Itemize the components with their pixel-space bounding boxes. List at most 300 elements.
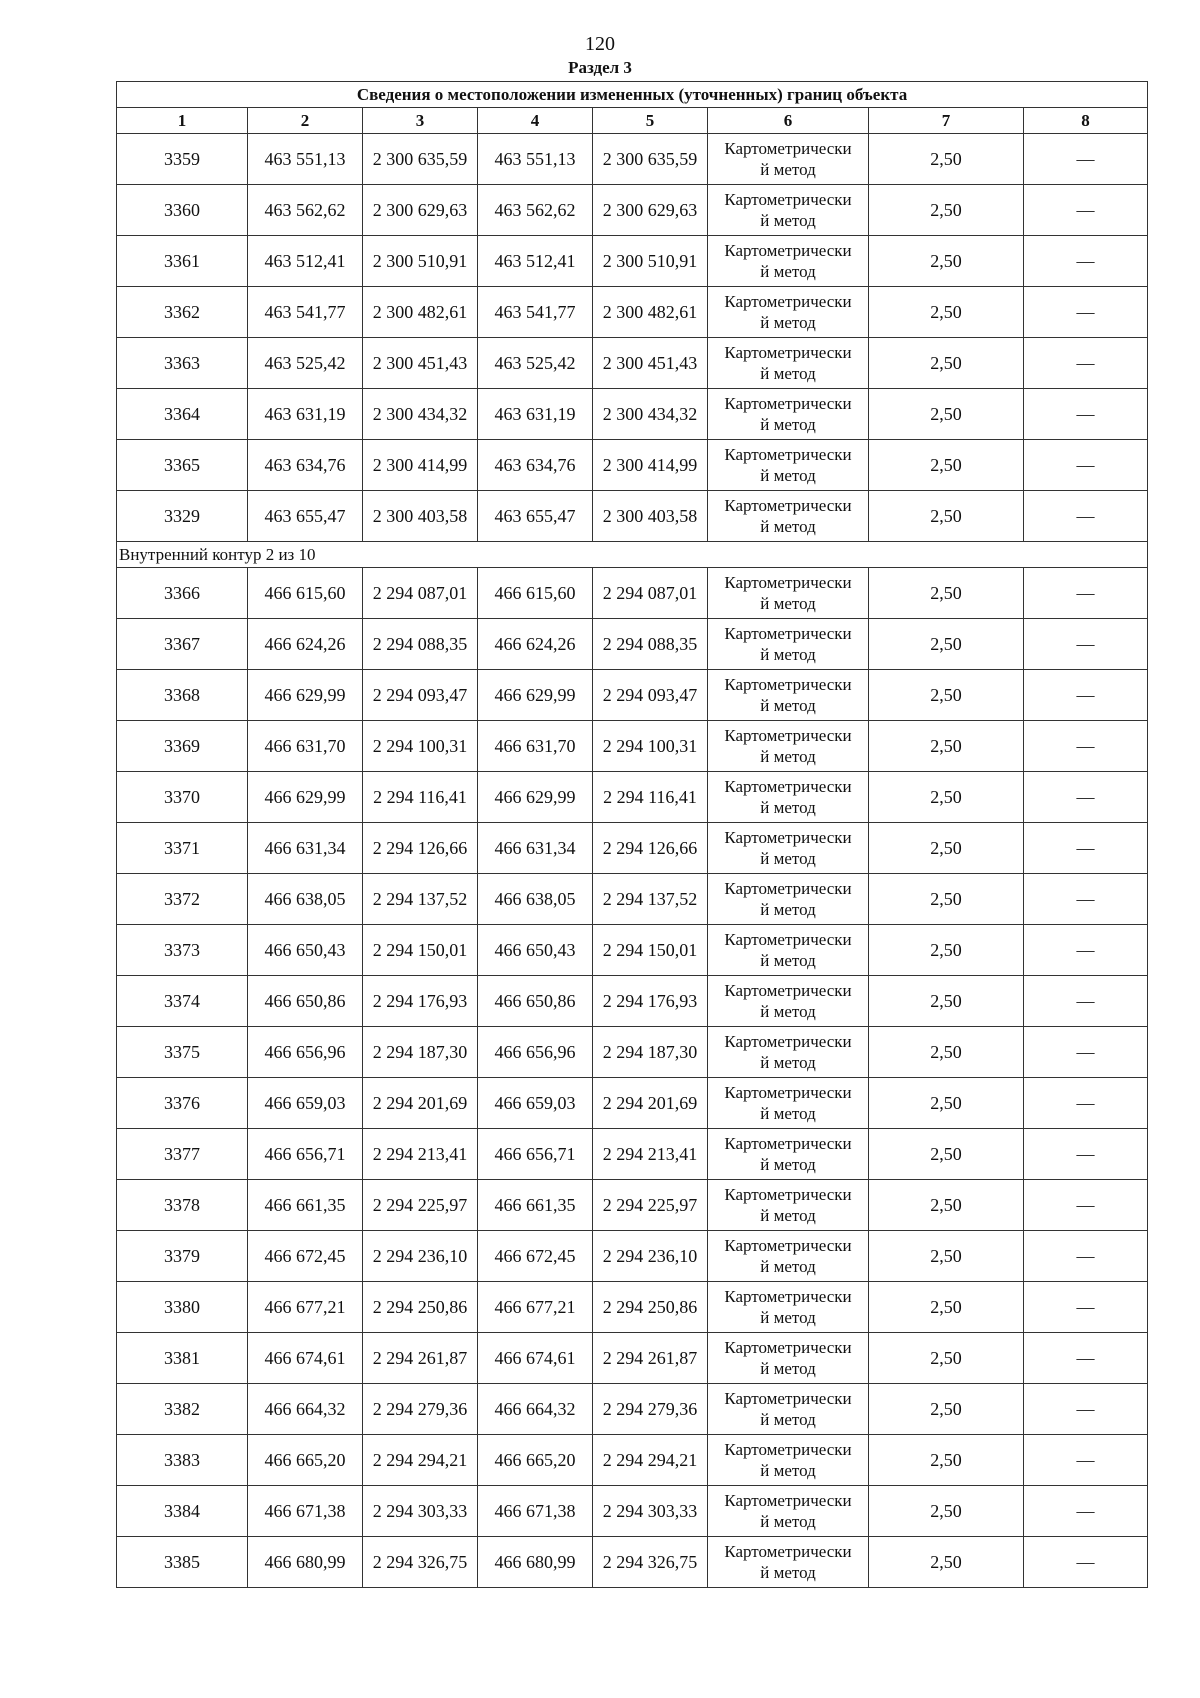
method-line-1: Картометрически — [724, 1287, 852, 1306]
accuracy-cell: 2,50 — [869, 874, 1024, 925]
x-new-cell: 466 659,03 — [478, 1078, 593, 1129]
x-old-cell: 463 655,47 — [248, 491, 363, 542]
x-old-cell: 466 615,60 — [248, 568, 363, 619]
y-old-cell: 2 294 326,75 — [363, 1537, 478, 1588]
method-cell — [708, 1129, 869, 1180]
accuracy-cell: 2,50 — [869, 1078, 1024, 1129]
description-cell: — — [1024, 1537, 1148, 1588]
x-old-cell: 466 631,34 — [248, 823, 363, 874]
y-new-cell: 2 294 150,01 — [593, 925, 708, 976]
table-row — [117, 440, 1148, 491]
table-row — [117, 185, 1148, 236]
y-old-cell: 2 300 635,59 — [363, 134, 478, 185]
x-old-cell: 463 551,13 — [248, 134, 363, 185]
y-new-cell: 2 294 093,47 — [593, 670, 708, 721]
y-old-cell: 2 294 261,87 — [363, 1333, 478, 1384]
column-number: 6 — [708, 108, 869, 134]
description-cell: — — [1024, 976, 1148, 1027]
description-cell: — — [1024, 670, 1148, 721]
table-row — [117, 287, 1148, 338]
method-line-2: й метод — [760, 1512, 816, 1531]
method-cell — [708, 772, 869, 823]
point-number-cell: 3377 — [117, 1129, 248, 1180]
y-new-cell: 2 300 451,43 — [593, 338, 708, 389]
x-new-cell: 466 661,35 — [478, 1180, 593, 1231]
point-number-cell: 3385 — [117, 1537, 248, 1588]
y-new-cell: 2 294 126,66 — [593, 823, 708, 874]
method-cell — [708, 389, 869, 440]
table-row — [117, 721, 1148, 772]
y-old-cell: 2 294 093,47 — [363, 670, 478, 721]
x-old-cell: 466 661,35 — [248, 1180, 363, 1231]
x-new-cell: 463 655,47 — [478, 491, 593, 542]
x-old-cell: 466 629,99 — [248, 772, 363, 823]
column-number: 3 — [363, 108, 478, 134]
method-line-1: Картометрически — [724, 1389, 852, 1408]
method-line-1: Картометрически — [724, 1542, 852, 1561]
accuracy-cell: 2,50 — [869, 287, 1024, 338]
point-number-cell: 3367 — [117, 619, 248, 670]
description-cell: — — [1024, 338, 1148, 389]
method-cell — [708, 440, 869, 491]
table-row — [117, 1078, 1148, 1129]
page-number: 120 — [585, 33, 615, 55]
method-line-1: Картометрически — [724, 445, 852, 464]
accuracy-cell: 2,50 — [869, 236, 1024, 287]
method-line-1: Картометрически — [724, 930, 852, 949]
method-cell — [708, 338, 869, 389]
method-line-1: Картометрически — [724, 394, 852, 413]
section-title: Раздел 3 — [568, 58, 632, 77]
accuracy-cell: 2,50 — [869, 1486, 1024, 1537]
point-number-cell: 3370 — [117, 772, 248, 823]
point-number-cell: 3362 — [117, 287, 248, 338]
y-new-cell: 2 294 137,52 — [593, 874, 708, 925]
x-old-cell: 466 656,71 — [248, 1129, 363, 1180]
y-old-cell: 2 294 176,93 — [363, 976, 478, 1027]
table-row — [117, 236, 1148, 287]
x-new-cell: 463 525,42 — [478, 338, 593, 389]
y-new-cell: 2 294 294,21 — [593, 1435, 708, 1486]
y-old-cell: 2 300 414,99 — [363, 440, 478, 491]
method-cell — [708, 1027, 869, 1078]
accuracy-cell: 2,50 — [869, 338, 1024, 389]
accuracy-cell: 2,50 — [869, 619, 1024, 670]
accuracy-cell: 2,50 — [869, 721, 1024, 772]
accuracy-cell: 2,50 — [869, 1333, 1024, 1384]
x-old-cell: 466 672,45 — [248, 1231, 363, 1282]
method-line-1: Картометрически — [724, 343, 852, 362]
y-new-cell: 2 294 176,93 — [593, 976, 708, 1027]
table-row — [117, 874, 1148, 925]
method-cell — [708, 185, 869, 236]
method-line-1: Картометрически — [724, 981, 852, 1000]
method-line-2: й метод — [760, 1410, 816, 1429]
y-old-cell: 2 300 451,43 — [363, 338, 478, 389]
y-new-cell: 2 294 116,41 — [593, 772, 708, 823]
y-new-cell: 2 294 100,31 — [593, 721, 708, 772]
method-line-2: й метод — [760, 211, 816, 230]
method-line-2: й метод — [760, 849, 816, 868]
y-old-cell: 2 294 250,86 — [363, 1282, 478, 1333]
y-old-cell: 2 294 225,97 — [363, 1180, 478, 1231]
x-new-cell: 466 638,05 — [478, 874, 593, 925]
column-number-row — [117, 108, 1148, 134]
x-new-cell: 463 551,13 — [478, 134, 593, 185]
table-row — [117, 1486, 1148, 1537]
point-number-cell: 3329 — [117, 491, 248, 542]
description-cell: — — [1024, 823, 1148, 874]
point-number-cell: 3383 — [117, 1435, 248, 1486]
method-cell — [708, 670, 869, 721]
accuracy-cell: 2,50 — [869, 823, 1024, 874]
y-new-cell: 2 294 087,01 — [593, 568, 708, 619]
table-row — [117, 1537, 1148, 1588]
point-number-cell: 3376 — [117, 1078, 248, 1129]
x-old-cell: 466 650,43 — [248, 925, 363, 976]
point-number-cell: 3373 — [117, 925, 248, 976]
table-row — [117, 1129, 1148, 1180]
description-cell: — — [1024, 1333, 1148, 1384]
method-line-1: Картометрически — [724, 1134, 852, 1153]
table-row — [117, 1435, 1148, 1486]
x-new-cell: 466 629,99 — [478, 670, 593, 721]
method-line-2: й метод — [760, 1257, 816, 1276]
description-cell: — — [1024, 568, 1148, 619]
method-line-1: Картометрически — [724, 1236, 852, 1255]
method-line-1: Картометрически — [724, 139, 852, 158]
x-old-cell: 466 656,96 — [248, 1027, 363, 1078]
method-cell — [708, 1537, 869, 1588]
accuracy-cell: 2,50 — [869, 1537, 1024, 1588]
accuracy-cell: 2,50 — [869, 389, 1024, 440]
method-line-1: Картометрически — [724, 292, 852, 311]
method-line-2: й метод — [760, 517, 816, 536]
column-number: 8 — [1024, 108, 1148, 134]
method-line-1: Картометрически — [724, 241, 852, 260]
method-line-2: й метод — [760, 747, 816, 766]
table-row — [117, 1333, 1148, 1384]
description-cell: — — [1024, 1027, 1148, 1078]
point-number-cell: 3382 — [117, 1384, 248, 1435]
y-new-cell: 2 300 403,58 — [593, 491, 708, 542]
y-new-cell: 2 294 213,41 — [593, 1129, 708, 1180]
method-line-2: й метод — [760, 798, 816, 817]
method-line-2: й метод — [760, 951, 816, 970]
description-cell: — — [1024, 925, 1148, 976]
accuracy-cell: 2,50 — [869, 1180, 1024, 1231]
method-cell — [708, 823, 869, 874]
table-row — [117, 389, 1148, 440]
method-line-2: й метод — [760, 645, 816, 664]
method-cell — [708, 1282, 869, 1333]
description-cell: — — [1024, 1384, 1148, 1435]
point-number-cell: 3366 — [117, 568, 248, 619]
point-number-cell: 3375 — [117, 1027, 248, 1078]
y-new-cell: 2 294 225,97 — [593, 1180, 708, 1231]
y-new-cell: 2 300 635,59 — [593, 134, 708, 185]
y-old-cell: 2 300 403,58 — [363, 491, 478, 542]
method-cell — [708, 1231, 869, 1282]
point-number-cell: 3379 — [117, 1231, 248, 1282]
point-number-cell: 3369 — [117, 721, 248, 772]
point-number-cell: 3374 — [117, 976, 248, 1027]
method-line-1: Картометрически — [724, 1440, 852, 1459]
point-number-cell: 3380 — [117, 1282, 248, 1333]
description-cell: — — [1024, 389, 1148, 440]
method-cell — [708, 491, 869, 542]
x-new-cell: 466 631,70 — [478, 721, 593, 772]
accuracy-cell: 2,50 — [869, 1231, 1024, 1282]
x-old-cell: 466 624,26 — [248, 619, 363, 670]
x-old-cell: 463 541,77 — [248, 287, 363, 338]
contour-label: Внутренний контур 2 из 10 — [117, 542, 1148, 568]
y-new-cell: 2 300 629,63 — [593, 185, 708, 236]
point-number-cell: 3364 — [117, 389, 248, 440]
accuracy-cell: 2,50 — [869, 185, 1024, 236]
description-cell: — — [1024, 874, 1148, 925]
y-old-cell: 2 300 510,91 — [363, 236, 478, 287]
y-old-cell: 2 294 150,01 — [363, 925, 478, 976]
x-new-cell: 463 562,62 — [478, 185, 593, 236]
table-row — [117, 491, 1148, 542]
table-row — [117, 1180, 1148, 1231]
method-line-2: й метод — [760, 1206, 816, 1225]
method-line-2: й метод — [760, 1155, 816, 1174]
method-line-1: Картометрически — [724, 828, 852, 847]
y-old-cell: 2 300 434,32 — [363, 389, 478, 440]
accuracy-cell: 2,50 — [869, 1384, 1024, 1435]
method-cell — [708, 568, 869, 619]
method-line-1: Картометрически — [724, 1083, 852, 1102]
point-number-cell: 3361 — [117, 236, 248, 287]
x-new-cell: 466 629,99 — [478, 772, 593, 823]
x-new-cell: 466 674,61 — [478, 1333, 593, 1384]
method-line-2: й метод — [760, 1053, 816, 1072]
point-number-cell: 3360 — [117, 185, 248, 236]
x-new-cell: 466 671,38 — [478, 1486, 593, 1537]
accuracy-cell: 2,50 — [869, 1282, 1024, 1333]
y-old-cell: 2 294 187,30 — [363, 1027, 478, 1078]
method-cell — [708, 619, 869, 670]
table-row — [117, 1027, 1148, 1078]
x-new-cell: 466 664,32 — [478, 1384, 593, 1435]
accuracy-cell: 2,50 — [869, 772, 1024, 823]
method-line-1: Картометрически — [724, 1338, 852, 1357]
x-new-cell: 466 615,60 — [478, 568, 593, 619]
x-new-cell: 463 512,41 — [478, 236, 593, 287]
contour-label-row — [117, 542, 1148, 568]
point-number-cell: 3371 — [117, 823, 248, 874]
x-new-cell: 466 672,45 — [478, 1231, 593, 1282]
accuracy-cell: 2,50 — [869, 440, 1024, 491]
y-old-cell: 2 294 213,41 — [363, 1129, 478, 1180]
method-cell — [708, 287, 869, 338]
point-number-cell: 3363 — [117, 338, 248, 389]
method-line-1: Картометрически — [724, 1032, 852, 1051]
method-line-2: й метод — [760, 466, 816, 485]
description-cell: — — [1024, 1435, 1148, 1486]
x-new-cell: 466 624,26 — [478, 619, 593, 670]
table-body — [117, 134, 1148, 1588]
method-line-2: й метод — [760, 1002, 816, 1021]
description-cell: — — [1024, 772, 1148, 823]
description-cell: — — [1024, 134, 1148, 185]
x-new-cell: 463 634,76 — [478, 440, 593, 491]
method-cell — [708, 874, 869, 925]
y-new-cell: 2 294 088,35 — [593, 619, 708, 670]
y-old-cell: 2 294 201,69 — [363, 1078, 478, 1129]
x-new-cell: 466 650,43 — [478, 925, 593, 976]
method-line-2: й метод — [760, 1563, 816, 1582]
description-cell: — — [1024, 1231, 1148, 1282]
point-number-cell: 3381 — [117, 1333, 248, 1384]
method-cell — [708, 721, 869, 772]
x-old-cell: 466 671,38 — [248, 1486, 363, 1537]
x-old-cell: 463 631,19 — [248, 389, 363, 440]
x-old-cell: 466 680,99 — [248, 1537, 363, 1588]
x-old-cell: 466 631,70 — [248, 721, 363, 772]
method-cell — [708, 134, 869, 185]
y-new-cell: 2 300 482,61 — [593, 287, 708, 338]
x-new-cell: 466 650,86 — [478, 976, 593, 1027]
y-new-cell: 2 294 279,36 — [593, 1384, 708, 1435]
y-old-cell: 2 294 087,01 — [363, 568, 478, 619]
coordinates-table — [116, 81, 1148, 1588]
point-number-cell: 3384 — [117, 1486, 248, 1537]
description-cell: — — [1024, 619, 1148, 670]
x-new-cell: 466 677,21 — [478, 1282, 593, 1333]
y-new-cell: 2 294 326,75 — [593, 1537, 708, 1588]
y-new-cell: 2 300 510,91 — [593, 236, 708, 287]
point-number-cell: 3359 — [117, 134, 248, 185]
method-line-1: Картометрически — [724, 777, 852, 796]
method-line-1: Картометрически — [724, 624, 852, 643]
table-caption: Сведения о местоположении измененных (уточненных) границ объекта — [117, 82, 1148, 108]
method-line-2: й метод — [760, 1308, 816, 1327]
x-new-cell: 463 631,19 — [478, 389, 593, 440]
x-old-cell: 463 634,76 — [248, 440, 363, 491]
method-line-1: Картометрически — [724, 1185, 852, 1204]
accuracy-cell: 2,50 — [869, 568, 1024, 619]
x-old-cell: 466 664,32 — [248, 1384, 363, 1435]
description-cell: — — [1024, 236, 1148, 287]
y-old-cell: 2 294 100,31 — [363, 721, 478, 772]
accuracy-cell: 2,50 — [869, 1027, 1024, 1078]
x-old-cell: 466 674,61 — [248, 1333, 363, 1384]
y-old-cell: 2 294 294,21 — [363, 1435, 478, 1486]
method-line-1: Картометрически — [724, 190, 852, 209]
method-cell — [708, 1333, 869, 1384]
method-line-2: й метод — [760, 900, 816, 919]
method-cell — [708, 1078, 869, 1129]
table-row — [117, 1282, 1148, 1333]
method-cell — [708, 1486, 869, 1537]
x-new-cell: 466 656,96 — [478, 1027, 593, 1078]
table-row — [117, 619, 1148, 670]
x-old-cell: 463 525,42 — [248, 338, 363, 389]
x-new-cell: 463 541,77 — [478, 287, 593, 338]
point-number-cell: 3368 — [117, 670, 248, 721]
x-old-cell: 466 629,99 — [248, 670, 363, 721]
method-line-1: Картометрически — [724, 726, 852, 745]
method-cell — [708, 1384, 869, 1435]
description-cell: — — [1024, 1180, 1148, 1231]
description-cell: — — [1024, 440, 1148, 491]
y-old-cell: 2 294 303,33 — [363, 1486, 478, 1537]
method-cell — [708, 236, 869, 287]
y-old-cell: 2 294 279,36 — [363, 1384, 478, 1435]
y-new-cell: 2 294 201,69 — [593, 1078, 708, 1129]
accuracy-cell: 2,50 — [869, 1129, 1024, 1180]
table-row — [117, 772, 1148, 823]
y-new-cell: 2 294 261,87 — [593, 1333, 708, 1384]
column-number: 7 — [869, 108, 1024, 134]
y-old-cell: 2 294 116,41 — [363, 772, 478, 823]
method-line-2: й метод — [760, 415, 816, 434]
method-cell — [708, 925, 869, 976]
method-cell — [708, 1180, 869, 1231]
x-old-cell: 466 650,86 — [248, 976, 363, 1027]
x-new-cell: 466 665,20 — [478, 1435, 593, 1486]
table-row — [117, 1231, 1148, 1282]
table-row — [117, 1384, 1148, 1435]
y-old-cell: 2 294 137,52 — [363, 874, 478, 925]
method-line-2: й метод — [760, 313, 816, 332]
accuracy-cell: 2,50 — [869, 976, 1024, 1027]
y-new-cell: 2 300 414,99 — [593, 440, 708, 491]
accuracy-cell: 2,50 — [869, 1435, 1024, 1486]
column-number: 5 — [593, 108, 708, 134]
table-row — [117, 823, 1148, 874]
method-line-2: й метод — [760, 262, 816, 281]
x-old-cell: 466 677,21 — [248, 1282, 363, 1333]
description-cell: — — [1024, 1078, 1148, 1129]
y-new-cell: 2 300 434,32 — [593, 389, 708, 440]
description-cell: — — [1024, 491, 1148, 542]
method-cell — [708, 1435, 869, 1486]
column-number: 2 — [248, 108, 363, 134]
y-old-cell: 2 294 236,10 — [363, 1231, 478, 1282]
method-line-2: й метод — [760, 160, 816, 179]
x-old-cell: 466 659,03 — [248, 1078, 363, 1129]
point-number-cell: 3378 — [117, 1180, 248, 1231]
accuracy-cell: 2,50 — [869, 134, 1024, 185]
y-new-cell: 2 294 250,86 — [593, 1282, 708, 1333]
method-line-2: й метод — [760, 1359, 816, 1378]
description-cell: — — [1024, 1129, 1148, 1180]
y-new-cell: 2 294 303,33 — [593, 1486, 708, 1537]
table-caption-row — [117, 82, 1148, 108]
y-new-cell: 2 294 236,10 — [593, 1231, 708, 1282]
table-row — [117, 670, 1148, 721]
description-cell: — — [1024, 1282, 1148, 1333]
x-old-cell: 466 638,05 — [248, 874, 363, 925]
table-row — [117, 134, 1148, 185]
y-old-cell: 2 294 126,66 — [363, 823, 478, 874]
method-line-1: Картометрически — [724, 879, 852, 898]
method-line-1: Картометрически — [724, 675, 852, 694]
description-cell: — — [1024, 287, 1148, 338]
table-row — [117, 338, 1148, 389]
method-line-2: й метод — [760, 696, 816, 715]
table-row — [117, 925, 1148, 976]
point-number-cell: 3365 — [117, 440, 248, 491]
column-number: 1 — [117, 108, 248, 134]
y-old-cell: 2 300 482,61 — [363, 287, 478, 338]
method-line-1: Картометрически — [724, 1491, 852, 1510]
table-row — [117, 568, 1148, 619]
